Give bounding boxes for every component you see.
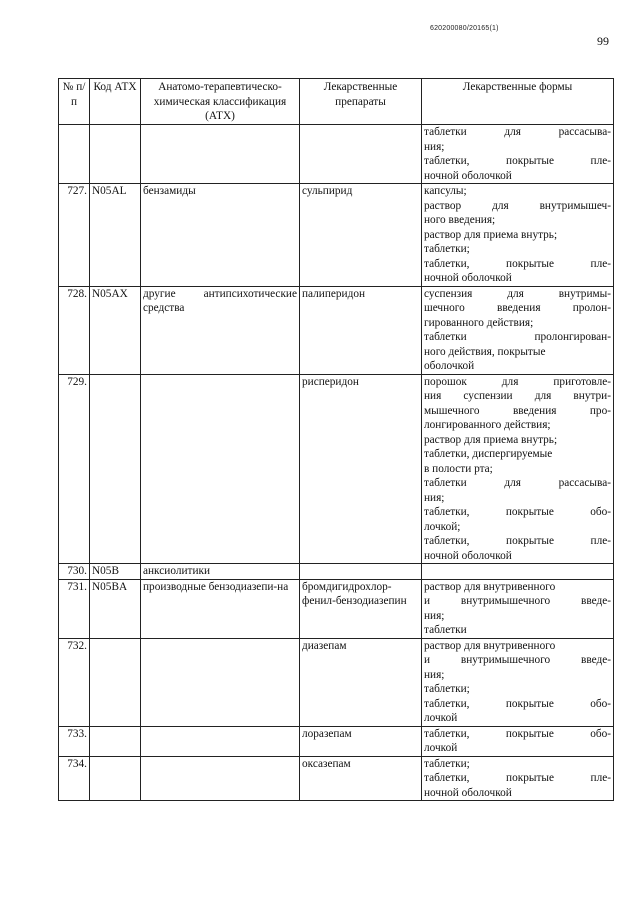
dosage-form-line: таблетки; (424, 683, 470, 695)
dosage-form-line: капсулы; (424, 185, 467, 197)
dosage-form-line: таблетки; (424, 757, 470, 770)
dosage-form-line: ния; (424, 609, 445, 622)
row-number: 732. (59, 638, 90, 726)
drug-name (300, 125, 422, 184)
table-row (59, 564, 614, 580)
row-number: 733. (59, 726, 90, 756)
atc-code (90, 756, 141, 801)
dosage-form-line: и внутримышечного введе- (424, 654, 611, 666)
dosage-form-line: и внутримышечного введе- (424, 595, 611, 607)
table-header-row (59, 79, 614, 125)
atc-classification (141, 125, 300, 184)
col-header-number: № п/п (59, 79, 90, 125)
atc-classification: производные бензодиазепи-на (141, 579, 300, 638)
dosage-form-line: таблетки, покрытые обо- (424, 727, 611, 740)
page-number: 99 (597, 34, 609, 48)
dosage-form-line: лочкой (424, 742, 458, 754)
atc-classification (141, 756, 300, 801)
dosage-forms (422, 638, 614, 726)
dosage-form-line: раствор для внутримышеч- (424, 199, 611, 212)
row-number: 734. (59, 756, 90, 801)
atc-code (90, 726, 141, 756)
atc-code: N05AX (90, 286, 141, 374)
dosage-form-line: оболочкой (424, 360, 475, 372)
drug-name: бромдигидрохлор-фенил-бензодиазепин (300, 579, 422, 638)
drug-name: оксазепам (300, 756, 422, 801)
atc-classification: другие антипсихотические средства (141, 286, 300, 374)
dosage-form-line: суспензия для внутримы- (424, 287, 611, 300)
row-number: 728. (59, 286, 90, 374)
row-number: 729. (59, 374, 90, 564)
dosage-form-line: таблетки, покрытые обо- (424, 697, 611, 710)
atc-code (90, 638, 141, 726)
dosage-forms (422, 579, 614, 638)
dosage-forms (422, 374, 614, 564)
table-row (59, 638, 614, 726)
row-number: 731. (59, 579, 90, 638)
dosage-form-line: мышечного введения про- (424, 404, 611, 417)
table-row (59, 184, 614, 287)
table-row (59, 579, 614, 638)
row-number: 730. (59, 564, 90, 580)
dosage-form-line: раствор для внутривенного (424, 580, 556, 593)
drug-name: лоразепам (300, 726, 422, 756)
atc-code: N05BA (90, 579, 141, 638)
dosage-form-line: лонгированного действия; (424, 419, 551, 431)
dosage-form-line: таблетки, покрытые пле- (424, 257, 611, 270)
drug-name (300, 564, 422, 580)
atc-classification (141, 638, 300, 726)
row-number: 727. (59, 184, 90, 287)
dosage-form-line: таблетки (424, 624, 467, 636)
dosage-form-line: ночной оболочкой (424, 786, 512, 799)
dosage-forms (422, 564, 614, 580)
col-header-dosage-forms: Лекарственные формы (422, 79, 614, 125)
dosage-form-line: таблетки, диспергируемые (424, 448, 553, 460)
dosage-form-line: ного действия, покрытые (424, 345, 546, 358)
dosage-form-line: таблетки, покрытые пле- (424, 155, 611, 167)
atc-code: N05B (90, 564, 141, 580)
dosage-form-line: ния суспензии для внутри- (424, 390, 611, 402)
dosage-form-line: порошок для приготовле- (424, 375, 611, 388)
dosage-form-line: шечного введения пролон- (424, 302, 611, 314)
drug-name: рисперидон (300, 374, 422, 564)
dosage-form-line: таблетки, покрытые обо- (424, 506, 611, 518)
dosage-form-line: таблетки пролонгирован- (424, 331, 611, 343)
dosage-form-line: раствор для внутривенного (424, 639, 556, 652)
dosage-form-line: лочкой (424, 712, 458, 724)
dosage-form-line: раствор для приема внутрь; (424, 433, 558, 446)
dosage-forms (422, 286, 614, 374)
dosage-forms (422, 726, 614, 756)
atc-classification (141, 374, 300, 564)
dosage-forms (422, 756, 614, 801)
dosage-form-line: таблетки, покрытые пле- (424, 535, 611, 547)
document-id: 620200080/20165(1) (430, 25, 499, 32)
col-header-drugs: Лекарственные препараты (300, 79, 422, 125)
col-header-atc-code: Код АТХ (90, 79, 141, 125)
dosage-form-line: таблетки для рассасыва- (424, 126, 611, 138)
dosage-form-line: таблетки; (424, 243, 470, 255)
dosage-form-line: раствор для приема внутрь; (424, 228, 558, 241)
table-row (59, 286, 614, 374)
atc-classification (141, 726, 300, 756)
dosage-form-line: ночной оболочкой (424, 272, 512, 284)
table-row (59, 125, 614, 184)
row-number (59, 125, 90, 184)
atc-code (90, 374, 141, 564)
atc-classification: бензамиды (141, 184, 300, 287)
table-row (59, 756, 614, 801)
dosage-form-line: ния; (424, 668, 445, 681)
dosage-form-line: в полости рта; (424, 462, 493, 475)
dosage-form-line: таблетки для рассасыва- (424, 477, 611, 489)
dosage-form-line: ного введения; (424, 214, 496, 226)
dosage-forms (422, 184, 614, 287)
dosage-forms (422, 125, 614, 184)
dosage-form-line: ночной оболочкой (424, 169, 512, 182)
table-row (59, 374, 614, 564)
dosage-form-line: ния; (424, 140, 445, 153)
drug-name: диазепам (300, 638, 422, 726)
dosage-form-line: гированного действия; (424, 316, 534, 329)
drug-classification-table (58, 78, 614, 801)
table-row (59, 726, 614, 756)
col-header-atc-classification: Анатомо-терапевтическо-химическая классификация (АТХ) (141, 79, 300, 125)
atc-code (90, 125, 141, 184)
atc-code: N05AL (90, 184, 141, 287)
dosage-form-line: лочкой; (424, 520, 461, 533)
atc-classification: анксиолитики (141, 564, 300, 580)
drug-name: палиперидон (300, 286, 422, 374)
dosage-form-line: ночной оболочкой (424, 549, 512, 562)
drug-name: сульпирид (300, 184, 422, 287)
dosage-form-line: таблетки, покрытые пле- (424, 772, 611, 784)
dosage-form-line: ния; (424, 491, 445, 504)
